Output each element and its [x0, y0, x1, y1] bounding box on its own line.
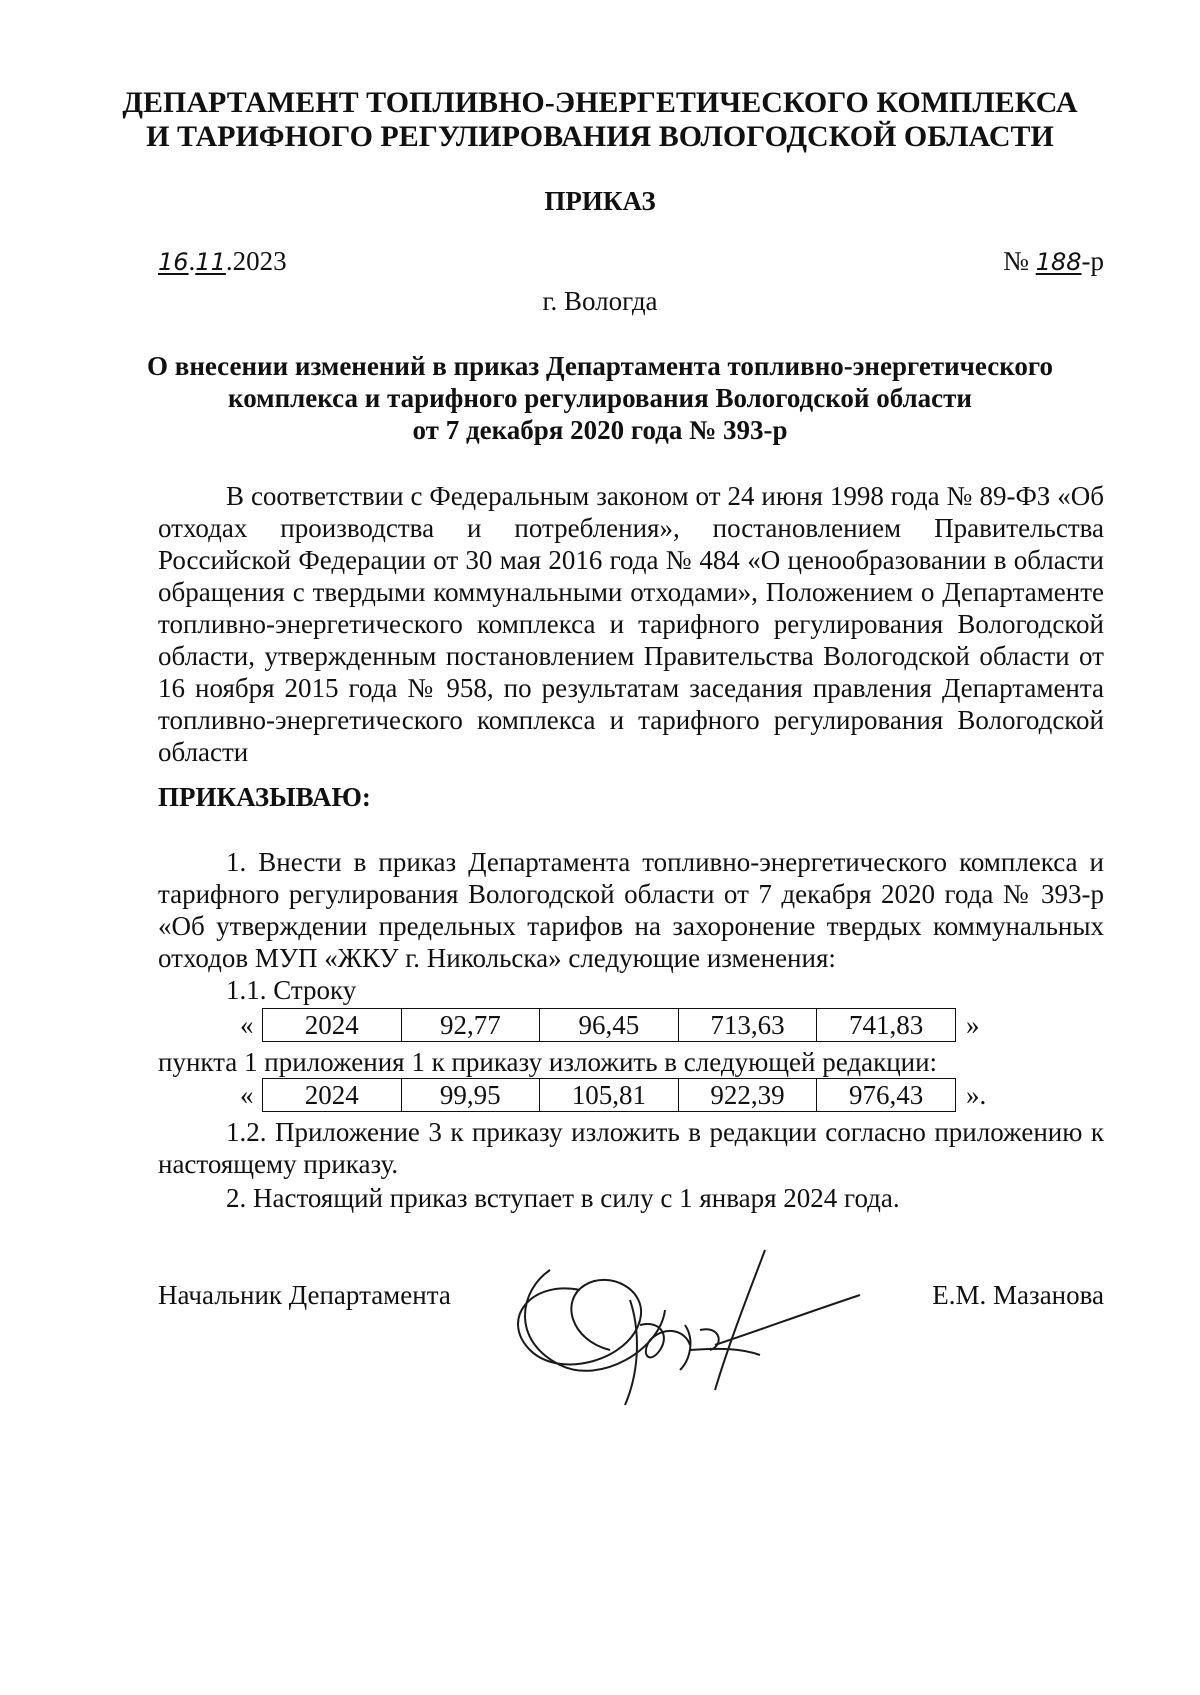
subject-line1: О внесении изменений в приказ Департамента топливно-энергетического [146, 351, 1053, 381]
date-month: 11 [195, 248, 226, 276]
cell-year: 2024 [263, 1009, 402, 1042]
cell-value: 976,43 [817, 1079, 956, 1112]
old-tariff-row [262, 1008, 956, 1042]
preamble-paragraph: В соответствии с Федеральным законом от 24 июня 1998 года № 89-ФЗ «Об отходах производства и потребления», постановлением Правительства Российской Федерации от 30 мая 2016 года № 484 «О ценообразовании в области обращения с твердыми коммунальными отходами», Положением о Департаменте топливно-энергетического комплекса и тарифного регулирования Вологодской области, утвержденным постановлением Правительства Вологодской области от 16 ноября 2015 года № 958, по результатам заседания правления Департамента топливно-энергетического комплекса и тарифного регулирования Вологодской области [158, 481, 1104, 767]
handwritten-signature [490, 1230, 890, 1420]
between-text: пункта 1 приложения 1 к приказу изложить в следующей редакции: [158, 1047, 938, 1077]
order-word: ПРИКАЗЫВАЮ: [158, 782, 371, 812]
city: г. Вологда [542, 286, 658, 316]
date-year: .2023 [225, 246, 287, 276]
quote-close-old: » [966, 1010, 980, 1040]
department-name-line2: И ТАРИФНОГО РЕГУЛИРОВАНИЯ ВОЛОГОДСКОЙ ОБЛАСТИ [146, 120, 1054, 153]
document-type: ПРИКАЗ [544, 186, 656, 216]
quote-open-old: « [240, 1010, 254, 1040]
item-1-2: 1.2. Приложение 3 к приказу изложить в редакции согласно приложению к настоящему приказу. [158, 1117, 1104, 1179]
table-row [263, 1009, 956, 1042]
cell-year: 2024 [263, 1079, 402, 1112]
number-handwritten: 188 [1035, 248, 1082, 276]
subject-line2: комплекса и тарифного регулирования Вологодской области [228, 383, 972, 413]
number-suffix: -р [1081, 246, 1104, 276]
new-tariff-row [262, 1078, 956, 1112]
signatory-position: Начальник Департамента [158, 1280, 451, 1310]
item-1: 1. Внести в приказ Департамента топливно-энергетического комплекса и тарифного регулирования Вологодской области от 7 декабря 2020 года № 393-р «Об утверждении предельных тарифов на захоронение твердых коммунальных отходов МУП «ЖКУ г. Никольска» следующие изменения: [158, 847, 1104, 973]
cell-value: 92,77 [401, 1009, 540, 1042]
department-name-line1: ДЕПАРТАМЕНТ ТОПЛИВНО-ЭНЕРГЕТИЧЕСКОГО КОМПЛЕКСА [122, 86, 1078, 119]
signatory-name: Е.М. Мазанова [932, 1280, 1104, 1310]
item-1-1: 1.1. Строку [226, 975, 357, 1005]
document-subject [0, 350, 1200, 446]
cell-value: 922,39 [678, 1079, 817, 1112]
item-2: 2. Настоящий приказ вступает в силу с 1 января 2024 года. [226, 1183, 900, 1213]
table-row [263, 1079, 956, 1112]
cell-value: 96,45 [540, 1009, 679, 1042]
document-date: 16.11.2023 [158, 246, 287, 276]
quote-close-new: ». [966, 1080, 987, 1110]
quote-open-new: « [240, 1080, 254, 1110]
date-day: 16 [158, 248, 189, 276]
cell-value: 713,63 [678, 1009, 817, 1042]
cell-value: 99,95 [401, 1079, 540, 1112]
cell-value: 741,83 [817, 1009, 956, 1042]
document-number [1003, 246, 1104, 277]
number-prefix: № [1003, 246, 1029, 276]
subject-line3: от 7 декабря 2020 года № 393-р [412, 415, 788, 445]
cell-value: 105,81 [540, 1079, 679, 1112]
